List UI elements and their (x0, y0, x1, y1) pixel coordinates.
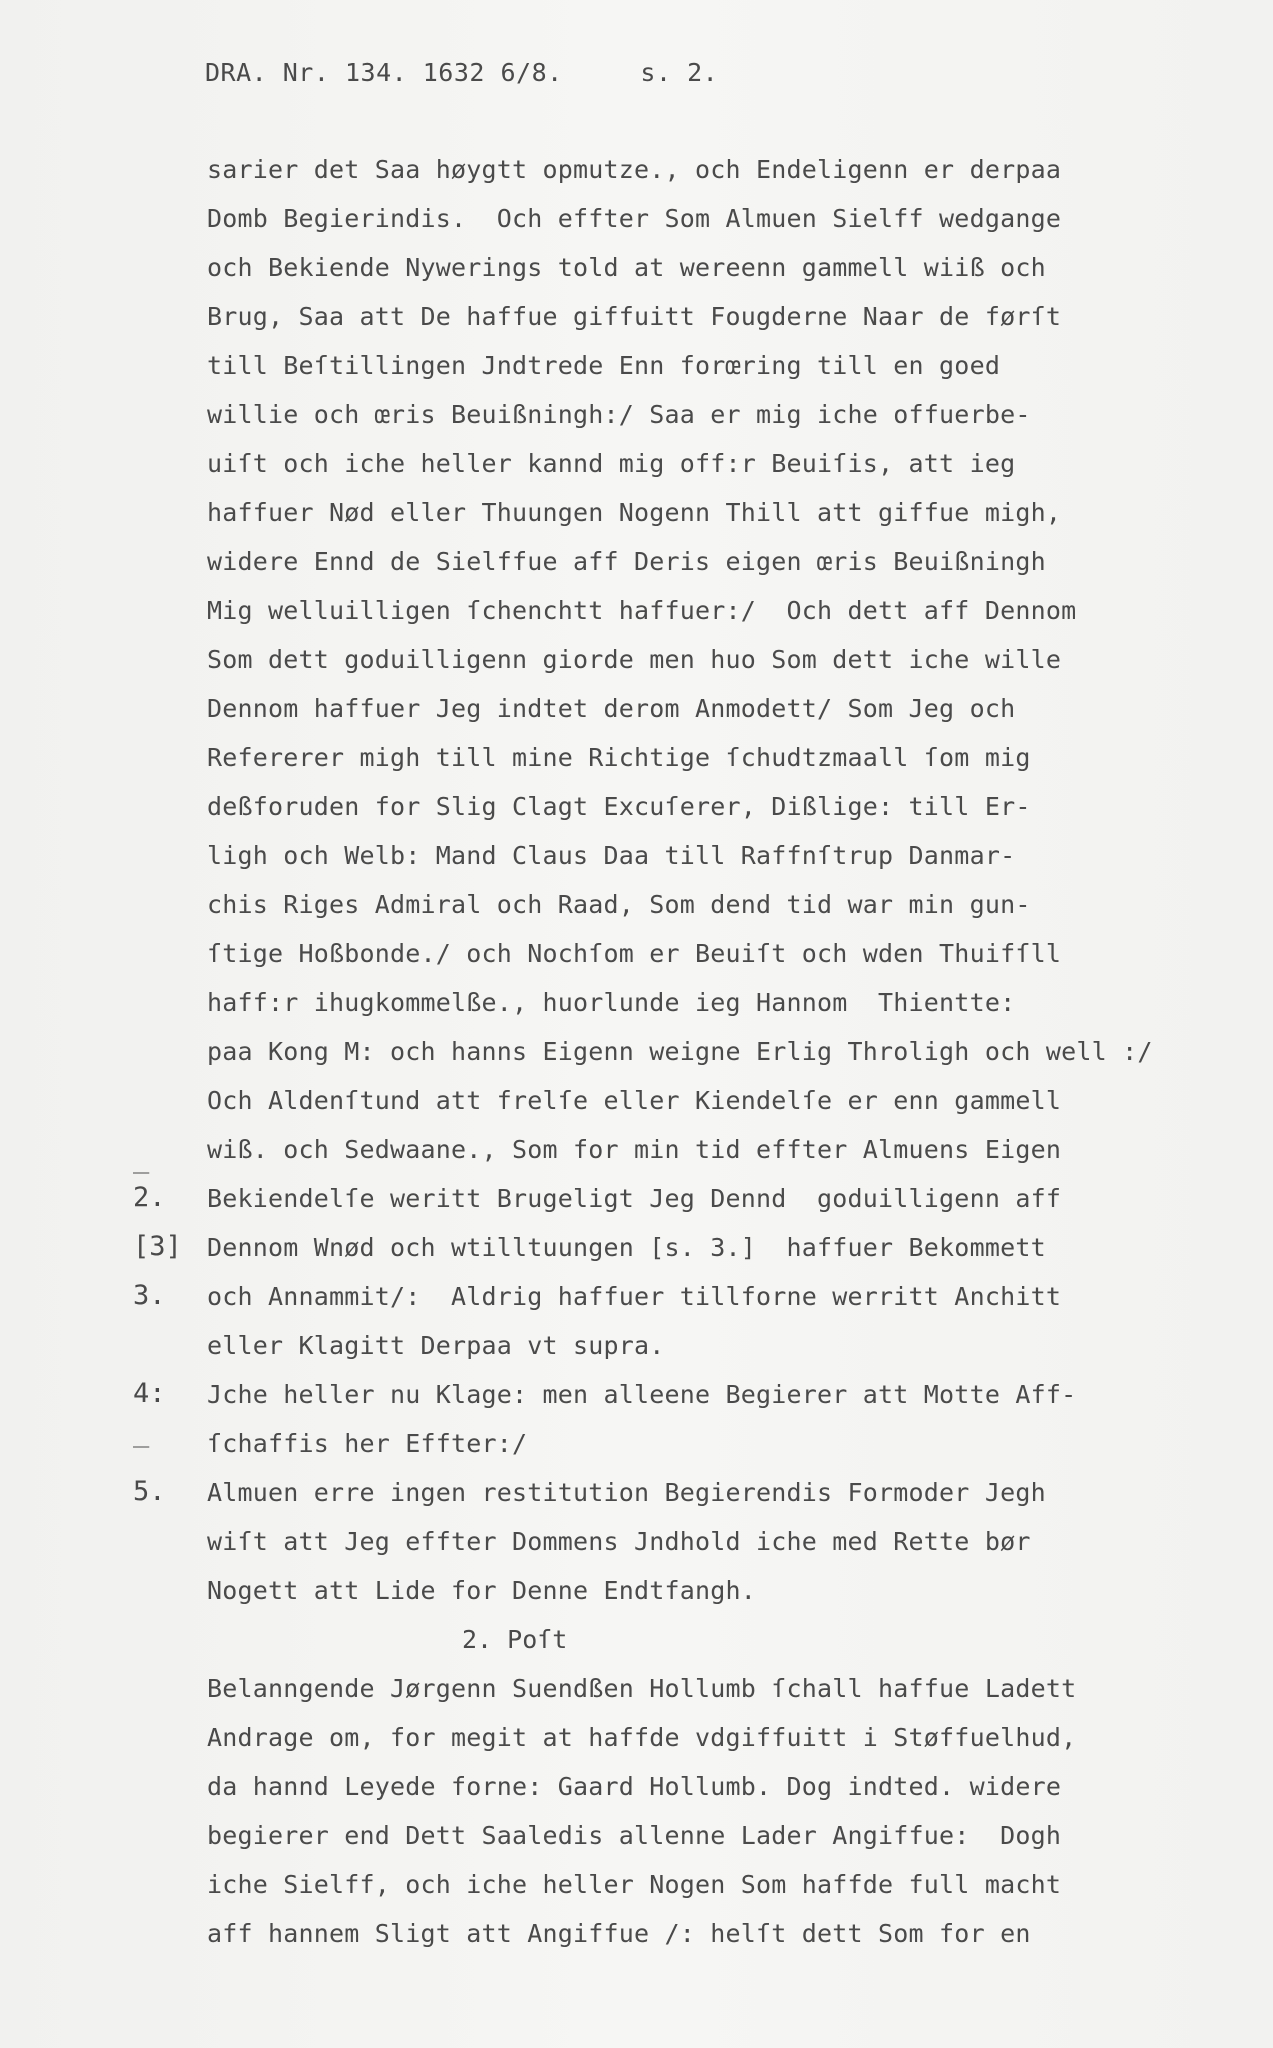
text-line: widere Ennd de Sielffue aff Deris eigen œris Beuißningh (207, 547, 1046, 576)
text-line: Nogett att Lide for Denne Endtfangh. (207, 1576, 757, 1605)
text-line: wiſt att Jeg effter Dommens Jndhold iche med Rette bør (207, 1527, 1031, 1556)
text-line: Mig welluilligen ſchenchtt haffuer:/ Och dett aff Dennom (207, 596, 1077, 625)
text-line: Bekiendelſe weritt Brugeligt Jeg Dennd goduilligenn aff (207, 1184, 1062, 1213)
text-line: Refererer migh till mine Richtige ſchudtzmaall ſom mig (207, 743, 1031, 772)
text-line: och Annammit/: Aldrig haffuer tillforne werritt Anchitt (207, 1282, 1062, 1311)
text-line: Som dett goduilligenn giorde men huo Som dett iche wille (207, 645, 1062, 674)
margin-note: _ (133, 1143, 150, 1174)
text-line: da hannd Leyede forne: Gaard Hollumb. Dog indted. widere (207, 1772, 1062, 1801)
text-line: haffuer Nød eller Thuungen Nogenn Thill att giffue migh, (207, 498, 1062, 527)
text-line: till Beſtillingen Jndtrede Enn forœring till en goed (207, 351, 1001, 380)
margin-note: 2. (133, 1182, 166, 1213)
text-line: aff hannem Sligt att Angiffue /: helſt dett Som for en (207, 1919, 1031, 1948)
margin-note: _ (133, 1417, 150, 1448)
text-line: Brug, Saa att De haffue giffuitt Fougderne Naar de førſt (207, 302, 1062, 331)
page-header: DRA. Nr. 134. 1632 6/8. s. 2. (205, 58, 719, 87)
section-heading: 2. Poſt (462, 1625, 568, 1654)
text-line: Domb Begierindis. Och effter Som Almuen Sielff wedgange (207, 204, 1062, 233)
text-line: sarier det Saa høygtt opmutze., och Endeligenn er derpaa (207, 155, 1062, 184)
text-line: haff:r ihugkommelße., huorlunde ieg Hannom Thientte: (207, 988, 1016, 1017)
text-line: uiſt och iche heller kannd mig off:r Beuiſis, att ieg (207, 449, 1016, 478)
text-line: Dennom Wnød och wtilltuungen [s. 3.] haffuer Bekommett (207, 1233, 1046, 1262)
text-line: Och Aldenſtund att frelſe eller Kiendelſe er enn gammell (207, 1086, 1062, 1115)
text-line: Andrage om, for megit at haffde vdgiffuitt i Støffuelhud, (207, 1723, 1077, 1752)
text-line: och Bekiende Nywerings told at wereenn gammell wiiß och (207, 253, 1046, 282)
text-line: ſchaffis her Effter:/ (207, 1429, 528, 1458)
margin-note: [3] (133, 1231, 182, 1262)
text-line: deßforuden for Slig Clagt Excuſerer, Dißlige: till Er- (207, 792, 1031, 821)
text-line: chis Riges Admiral och Raad, Som dend tid war min gun- (207, 890, 1031, 919)
margin-note: 4: (133, 1378, 166, 1409)
text-line: ſtige Hoßbonde./ och Nochſom er Beuiſt och wden Thuifſll (207, 939, 1062, 968)
text-line: Belanngende Jørgenn Suendßen Hollumb ſchall haffue Ladett (207, 1674, 1077, 1703)
text-line: iche Sielff, och iche heller Nogen Som haffde full macht (207, 1870, 1062, 1899)
text-line: paa Kong M: och hanns Eigenn weigne Erlig Throligh och well :/ (207, 1037, 1153, 1066)
text-line: willie och œris Beuißningh:/ Saa er mig iche offuerbe- (207, 400, 1031, 429)
text-line: wiß. och Sedwaane., Som for min tid effter Almuens Eigen (207, 1135, 1062, 1164)
margin-note: 3. (133, 1280, 166, 1311)
text-line: eller Klagitt Derpaa vt supra. (207, 1331, 665, 1360)
text-line: ligh och Welb: Mand Claus Daa till Raffnſtrup Danmar- (207, 841, 1016, 870)
margin-note: 5. (133, 1476, 166, 1507)
text-line: Dennom haffuer Jeg indtet derom Anmodett/ Som Jeg och (207, 694, 1016, 723)
text-line: Jche heller nu Klage: men alleene Begierer att Motte Aff- (207, 1380, 1077, 1409)
text-line: begierer end Dett Saaledis allenne Lader Angiffue: Dogh (207, 1821, 1062, 1850)
text-line: Almuen erre ingen restitution Begierendis Formoder Jegh (207, 1478, 1046, 1507)
